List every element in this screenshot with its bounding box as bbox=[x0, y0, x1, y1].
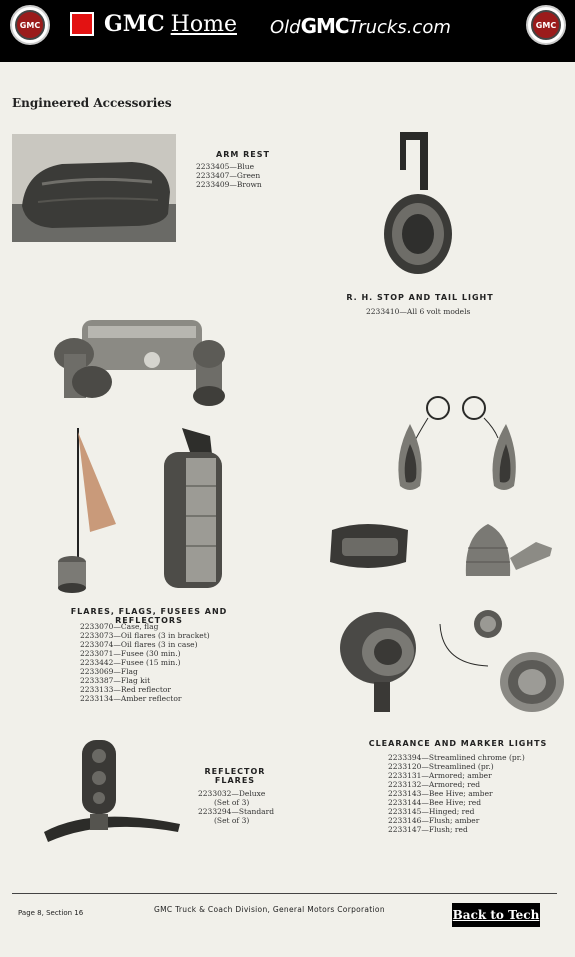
part-line: 2233147—Flush; red bbox=[388, 825, 468, 834]
part-line: 2233387—Flag kit bbox=[80, 676, 151, 685]
part-line: (Set of 3) bbox=[214, 798, 250, 807]
part-line: 2233409—Brown bbox=[196, 180, 262, 189]
fusee-case-photo bbox=[160, 428, 228, 592]
arm-rest-title: ARM REST bbox=[216, 150, 270, 159]
part-line: 2233134—Amber reflector bbox=[80, 694, 182, 703]
reflector-flares-parts bbox=[198, 789, 274, 825]
part-line: 2233143—Bee Hive; amber bbox=[388, 789, 493, 798]
streamlined-marker-lights-photo bbox=[388, 394, 528, 498]
part-line: 2233145—Hinged; red bbox=[388, 807, 475, 816]
reflector-flares-title: REFLECTOR FLARES bbox=[204, 767, 266, 785]
clearance-title: CLEARANCE AND MARKER LIGHTS bbox=[368, 739, 548, 748]
stop-tail-light-photo bbox=[380, 130, 460, 276]
site-header bbox=[0, 0, 575, 62]
home-square-icon bbox=[70, 12, 94, 36]
clearance-parts bbox=[388, 753, 525, 834]
home-gmc-label: GMC bbox=[104, 11, 165, 37]
home-link[interactable] bbox=[70, 11, 237, 37]
page-heading: Engineered Accessories bbox=[12, 96, 172, 110]
part-line: 2233132—Armored; red bbox=[388, 780, 481, 789]
part-line: 2233407—Green bbox=[196, 171, 261, 180]
flare-kit-photo bbox=[52, 316, 232, 408]
part-line: 2233133—Red reflector bbox=[80, 685, 171, 694]
flares-parts bbox=[80, 622, 210, 703]
part-line: 2233410—All 6 volt models bbox=[366, 307, 471, 316]
part-line: 2233074—Oil flares (3 in case) bbox=[80, 640, 198, 649]
part-line: 2233294—Standard bbox=[198, 807, 275, 816]
part-line: 2233442—Fusee (15 min.) bbox=[80, 658, 181, 667]
hinged-flush-lights-photo bbox=[338, 604, 564, 716]
back-to-tech-button[interactable]: Back to Tech bbox=[452, 903, 540, 927]
flares-title: FLARES, FLAGS, FUSEES AND REFLECTORS bbox=[70, 607, 228, 625]
part-line: 2233405—Blue bbox=[196, 162, 255, 171]
division-credit: GMC Truck & Coach Division, General Motors Corporation bbox=[154, 905, 385, 914]
part-line: 2233032—Deluxe bbox=[198, 789, 266, 798]
part-line: 2233071—Fusee (30 min.) bbox=[80, 649, 181, 658]
reflector-flare-photo bbox=[42, 740, 182, 852]
part-line: 2233131—Armored; amber bbox=[388, 771, 492, 780]
footer-divider bbox=[12, 893, 557, 894]
flag-photo bbox=[56, 428, 122, 594]
part-line: 2233073—Oil flares (3 in bracket) bbox=[80, 631, 210, 640]
page-number: Page 8, Section 16 bbox=[18, 909, 84, 917]
part-line: 2233120—Streamlined (pr.) bbox=[388, 762, 494, 771]
part-line: 2233144—Bee Hive; red bbox=[388, 798, 482, 807]
part-line: 2233394—Streamlined chrome (pr.) bbox=[388, 753, 525, 762]
armored-beehive-lights-photo bbox=[326, 518, 556, 582]
part-line: (Set of 3) bbox=[214, 816, 250, 825]
home-label: Home bbox=[170, 11, 237, 37]
part-line: 2233069—Flag bbox=[80, 667, 138, 676]
gmc-seal-logo-right[interactable]: GMC bbox=[526, 5, 566, 45]
gmc-seal-logo-left[interactable]: GMC bbox=[10, 5, 50, 45]
stop-light-parts bbox=[366, 307, 470, 316]
part-line: 2233070—Case, flag bbox=[80, 622, 159, 631]
part-line: 2233146—Flush; amber bbox=[388, 816, 480, 825]
site-title: OldGMCTrucks.com bbox=[270, 14, 451, 38]
arm-rest-photo bbox=[12, 134, 176, 242]
stop-light-title: R. H. STOP AND TAIL LIGHT bbox=[346, 293, 494, 302]
arm-rest-parts bbox=[196, 162, 262, 189]
